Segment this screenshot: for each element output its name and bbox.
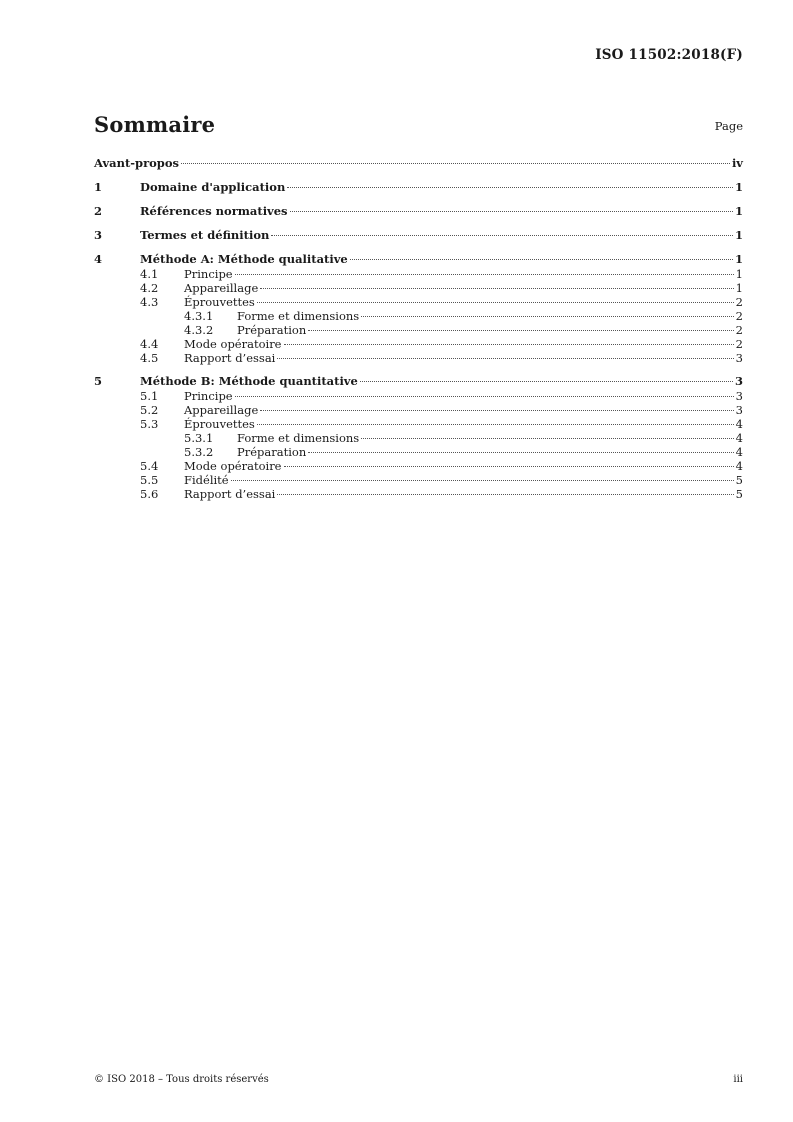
toc-entry-page: 2: [735, 295, 743, 309]
toc-entry-page: 3: [735, 351, 743, 365]
toc-entry-number: 5: [94, 374, 103, 388]
toc-entry-title: Avant-propos: [94, 156, 179, 170]
toc-dot-leader: [277, 494, 733, 495]
toc-dot-leader: [257, 302, 734, 303]
toc-dot-leader: [360, 381, 733, 382]
document-id: ISO 11502:2018(F): [595, 47, 743, 63]
toc-entry-number: 4: [94, 252, 103, 266]
toc-entry-page: 5: [735, 473, 743, 487]
toc-dot-leader: [284, 466, 734, 467]
toc-entry-title: Éprouvettes: [184, 295, 255, 309]
toc-entry-page: 4: [735, 445, 743, 459]
toc-dot-leader: [284, 344, 734, 345]
toc-entry-page: 2: [735, 337, 743, 351]
toc-entry-page: 3: [735, 403, 743, 417]
toc-entry-page: 5: [735, 487, 743, 501]
toc-entry-title: Forme et dimensions: [237, 431, 360, 445]
toc-dot-leader: [277, 358, 733, 359]
toc-entry-title: Mode opératoire: [184, 459, 282, 473]
toc-dot-leader: [271, 235, 733, 236]
toc-entry-number: 5.6: [140, 487, 159, 501]
toc-entry-title: Rapport d’essai: [184, 487, 276, 501]
toc-entry-number: 4.4: [140, 337, 159, 351]
toc-entry-page: 4: [735, 431, 743, 445]
toc-entry[interactable]: [94, 180, 743, 195]
toc-dot-leader: [308, 452, 733, 453]
toc-entry-title: Références normatives: [140, 204, 288, 218]
toc-dot-leader: [231, 480, 734, 481]
toc-entry[interactable]: [94, 323, 743, 337]
toc-entry[interactable]: [94, 309, 743, 323]
toc-entry-title: Rapport d’essai: [184, 351, 276, 365]
footer-page-number: iii: [733, 1074, 743, 1085]
toc-entry-page: iv: [731, 156, 743, 170]
toc-entry[interactable]: [94, 204, 743, 219]
toc-entry-number: 2: [94, 204, 103, 218]
toc-entry-page: 1: [734, 180, 743, 194]
toc-dot-leader: [260, 410, 733, 411]
toc-entry-number: 5.3.1: [184, 431, 214, 445]
toc-dot-leader: [361, 438, 733, 439]
toc-dot-leader: [257, 424, 734, 425]
toc-entry-page: 2: [735, 323, 743, 337]
toc-dot-leader: [181, 163, 730, 164]
toc-entry[interactable]: [94, 417, 743, 431]
toc-entry-number: 4.1: [140, 267, 159, 281]
toc-entry[interactable]: [94, 403, 743, 417]
toc-entry[interactable]: [94, 252, 743, 267]
toc-entry-page: 1: [734, 252, 743, 266]
toc-entry-title: Méthode A: Méthode qualitative: [140, 252, 348, 266]
toc-dot-leader: [290, 211, 733, 212]
toc-entry-number: 5.3: [140, 417, 159, 431]
footer-copyright: © ISO 2018 – Tous droits réservés: [94, 1074, 269, 1085]
toc-entry-page: 3: [735, 389, 743, 403]
toc-entry[interactable]: [94, 487, 743, 501]
toc-entry-page: 1: [734, 228, 743, 242]
toc-dot-leader: [235, 274, 734, 275]
toc-entry-title: Éprouvettes: [184, 417, 255, 431]
toc-entry-number: 5.3.2: [184, 445, 214, 459]
toc-entry-title: Domaine d'application: [140, 180, 286, 194]
toc-entry-title: Préparation: [237, 323, 307, 337]
toc-entry-page: 3: [734, 374, 743, 388]
toc-dot-leader: [361, 316, 733, 317]
toc-entry-title: Appareillage: [184, 403, 259, 417]
toc-entry-title: Principe: [184, 389, 233, 403]
toc-entry-page: 1: [735, 267, 743, 281]
toc-entry-number: 4.3: [140, 295, 159, 309]
page-column-label: Page: [714, 119, 743, 133]
toc-entry[interactable]: [94, 445, 743, 459]
toc-entry-number: 4.3.1: [184, 309, 214, 323]
toc-entry[interactable]: [94, 351, 743, 365]
toc-entry[interactable]: [94, 459, 743, 473]
table-of-contents: [94, 156, 743, 501]
toc-entry-title: Termes et définition: [140, 228, 270, 242]
toc-entry-page: 2: [735, 309, 743, 323]
toc-entry-title: Mode opératoire: [184, 337, 282, 351]
toc-entry-number: 4.3.2: [184, 323, 214, 337]
toc-entry-title: Forme et dimensions: [237, 309, 360, 323]
toc-dot-leader: [287, 187, 733, 188]
toc-entry-number: 1: [94, 180, 103, 194]
toc-entry[interactable]: [94, 374, 743, 389]
toc-entry[interactable]: [94, 281, 743, 295]
toc-entry-page: 1: [734, 204, 743, 218]
toc-entry-title: Méthode B: Méthode quantitative: [140, 374, 358, 388]
toc-dot-leader: [235, 396, 734, 397]
toc-entry-number: 5.5: [140, 473, 159, 487]
toc-entry-title: Fidélité: [184, 473, 229, 487]
toc-entry[interactable]: [94, 295, 743, 309]
toc-entry-number: 5.1: [140, 389, 159, 403]
toc-entry[interactable]: [94, 473, 743, 487]
toc-entry-title: Principe: [184, 267, 233, 281]
toc-entry[interactable]: [94, 267, 743, 281]
toc-entry-number: 3: [94, 228, 103, 242]
toc-entry-number: 4.2: [140, 281, 159, 295]
toc-entry-page: 4: [735, 459, 743, 473]
toc-entry-page: 1: [735, 281, 743, 295]
toc-entry-page: 4: [735, 417, 743, 431]
page-title: Sommaire: [94, 112, 216, 137]
toc-entry[interactable]: [94, 337, 743, 351]
toc-entry-title: Appareillage: [184, 281, 259, 295]
toc-dot-leader: [350, 259, 733, 260]
toc-dot-leader: [308, 330, 733, 331]
toc-entry[interactable]: [94, 431, 743, 445]
toc-dot-leader: [260, 288, 733, 289]
toc-entry-title: Préparation: [237, 445, 307, 459]
toc-entry[interactable]: [94, 389, 743, 403]
toc-entry-number: 4.5: [140, 351, 159, 365]
toc-entry[interactable]: [94, 228, 743, 243]
toc-entry[interactable]: [94, 156, 743, 171]
toc-entry-number: 5.2: [140, 403, 159, 417]
toc-entry-number: 5.4: [140, 459, 159, 473]
